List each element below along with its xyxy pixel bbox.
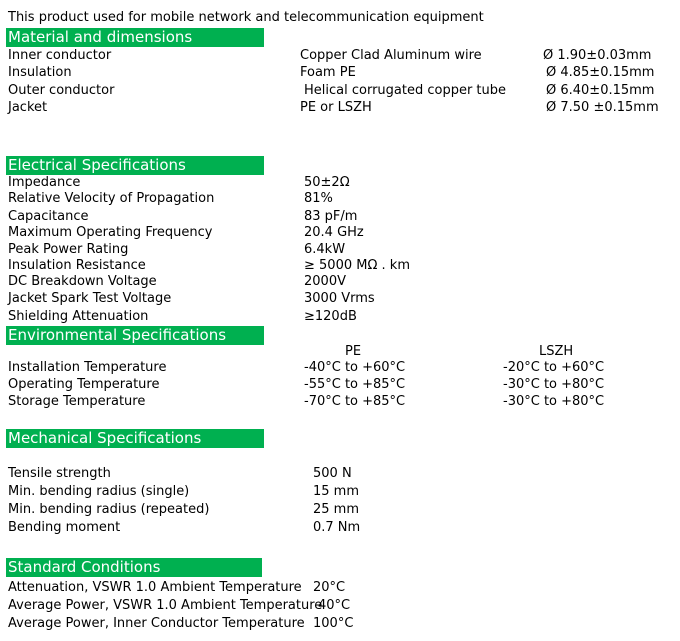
material-label: Insulation [8, 65, 72, 80]
spec-label: Impedance [8, 175, 81, 190]
mechanical-section-header: Mechanical Specifications [6, 429, 264, 448]
spec-label: Operating Temperature [8, 377, 160, 392]
column-header-pe: PE [345, 344, 362, 359]
spec-value: 20.4 GHz [304, 225, 364, 240]
material-section-header: Material and dimensions [6, 28, 264, 47]
spec-value: 81% [304, 191, 333, 206]
material-dimension: Ø 7.50 ±0.15mm [546, 100, 659, 115]
spec-value: 3000 Vrms [304, 291, 375, 306]
lszh-value: -30°C to +80°C [503, 394, 605, 409]
condition-value: 20°C [313, 580, 346, 595]
spec-label: Maximum Operating Frequency [8, 225, 213, 240]
spec-value: 0.7 Nm [313, 520, 361, 535]
spec-value: ≥120dB [304, 309, 357, 324]
environmental-section-header: Environmental Specifications [6, 326, 264, 345]
spec-label: Shielding Attenuation [8, 309, 149, 324]
column-header-lszh: LSZH [539, 344, 574, 359]
spec-label: Peak Power Rating [8, 242, 129, 257]
spec-label: Jacket Spark Test Voltage [8, 291, 172, 306]
electrical-section-header: Electrical Specifications [6, 156, 264, 175]
material-value: Helical corrugated copper tube [304, 83, 507, 98]
spec-value: 500 N [313, 466, 352, 481]
spec-value: 6.4kW [304, 242, 346, 257]
material-value: Foam PE [300, 65, 356, 80]
pe-value: -55°C to +85°C [304, 377, 406, 392]
spec-label: Bending moment [8, 520, 121, 535]
condition-value: 40°C [318, 598, 351, 613]
material-label: Outer conductor [8, 83, 115, 98]
spec-value: 50±2Ω [304, 175, 350, 190]
material-label: Jacket [8, 100, 48, 115]
intro-text: This product used for mobile network and telecommunication equipment [8, 10, 484, 25]
condition-label: Average Power, Inner Conductor Temperature [8, 616, 305, 631]
spec-label: Min. bending radius (repeated) [8, 502, 210, 517]
material-dimension: Ø 1.90±0.03mm [543, 48, 652, 63]
spec-label: Installation Temperature [8, 360, 167, 375]
condition-label: Attenuation, VSWR 1.0 Ambient Temperature [8, 580, 302, 595]
spec-label: Insulation Resistance [8, 258, 146, 273]
material-dimension: Ø 4.85±0.15mm [546, 65, 655, 80]
spec-value: 2000V [304, 274, 346, 289]
lszh-value: -20°C to +60°C [503, 360, 605, 375]
material-value: PE or LSZH [300, 100, 372, 115]
spec-label: Min. bending radius (single) [8, 484, 190, 499]
spec-value: 25 mm [313, 502, 360, 517]
spec-label: Capacitance [8, 209, 89, 224]
spec-label: Storage Temperature [8, 394, 146, 409]
spec-label: Relative Velocity of Propagation [8, 191, 215, 206]
material-label: Inner conductor [8, 48, 112, 63]
spec-label: DC Breakdown Voltage [8, 274, 157, 289]
material-value: Copper Clad Aluminum wire [300, 48, 482, 63]
spec-value: 15 mm [313, 484, 360, 499]
material-dimension: Ø 6.40±0.15mm [546, 83, 655, 98]
condition-label: Average Power, VSWR 1.0 Ambient Temperature [8, 598, 323, 613]
spec-value: ≥ 5000 MΩ . km [304, 258, 410, 273]
spec-label: Tensile strength [8, 466, 111, 481]
pe-value: -70°C to +85°C [304, 394, 406, 409]
condition-value: 100°C [313, 616, 354, 631]
pe-value: -40°C to +60°C [304, 360, 406, 375]
spec-value: 83 pF/m [304, 209, 358, 224]
standard-section-header: Standard Conditions [6, 558, 262, 577]
lszh-value: -30°C to +80°C [503, 377, 605, 392]
